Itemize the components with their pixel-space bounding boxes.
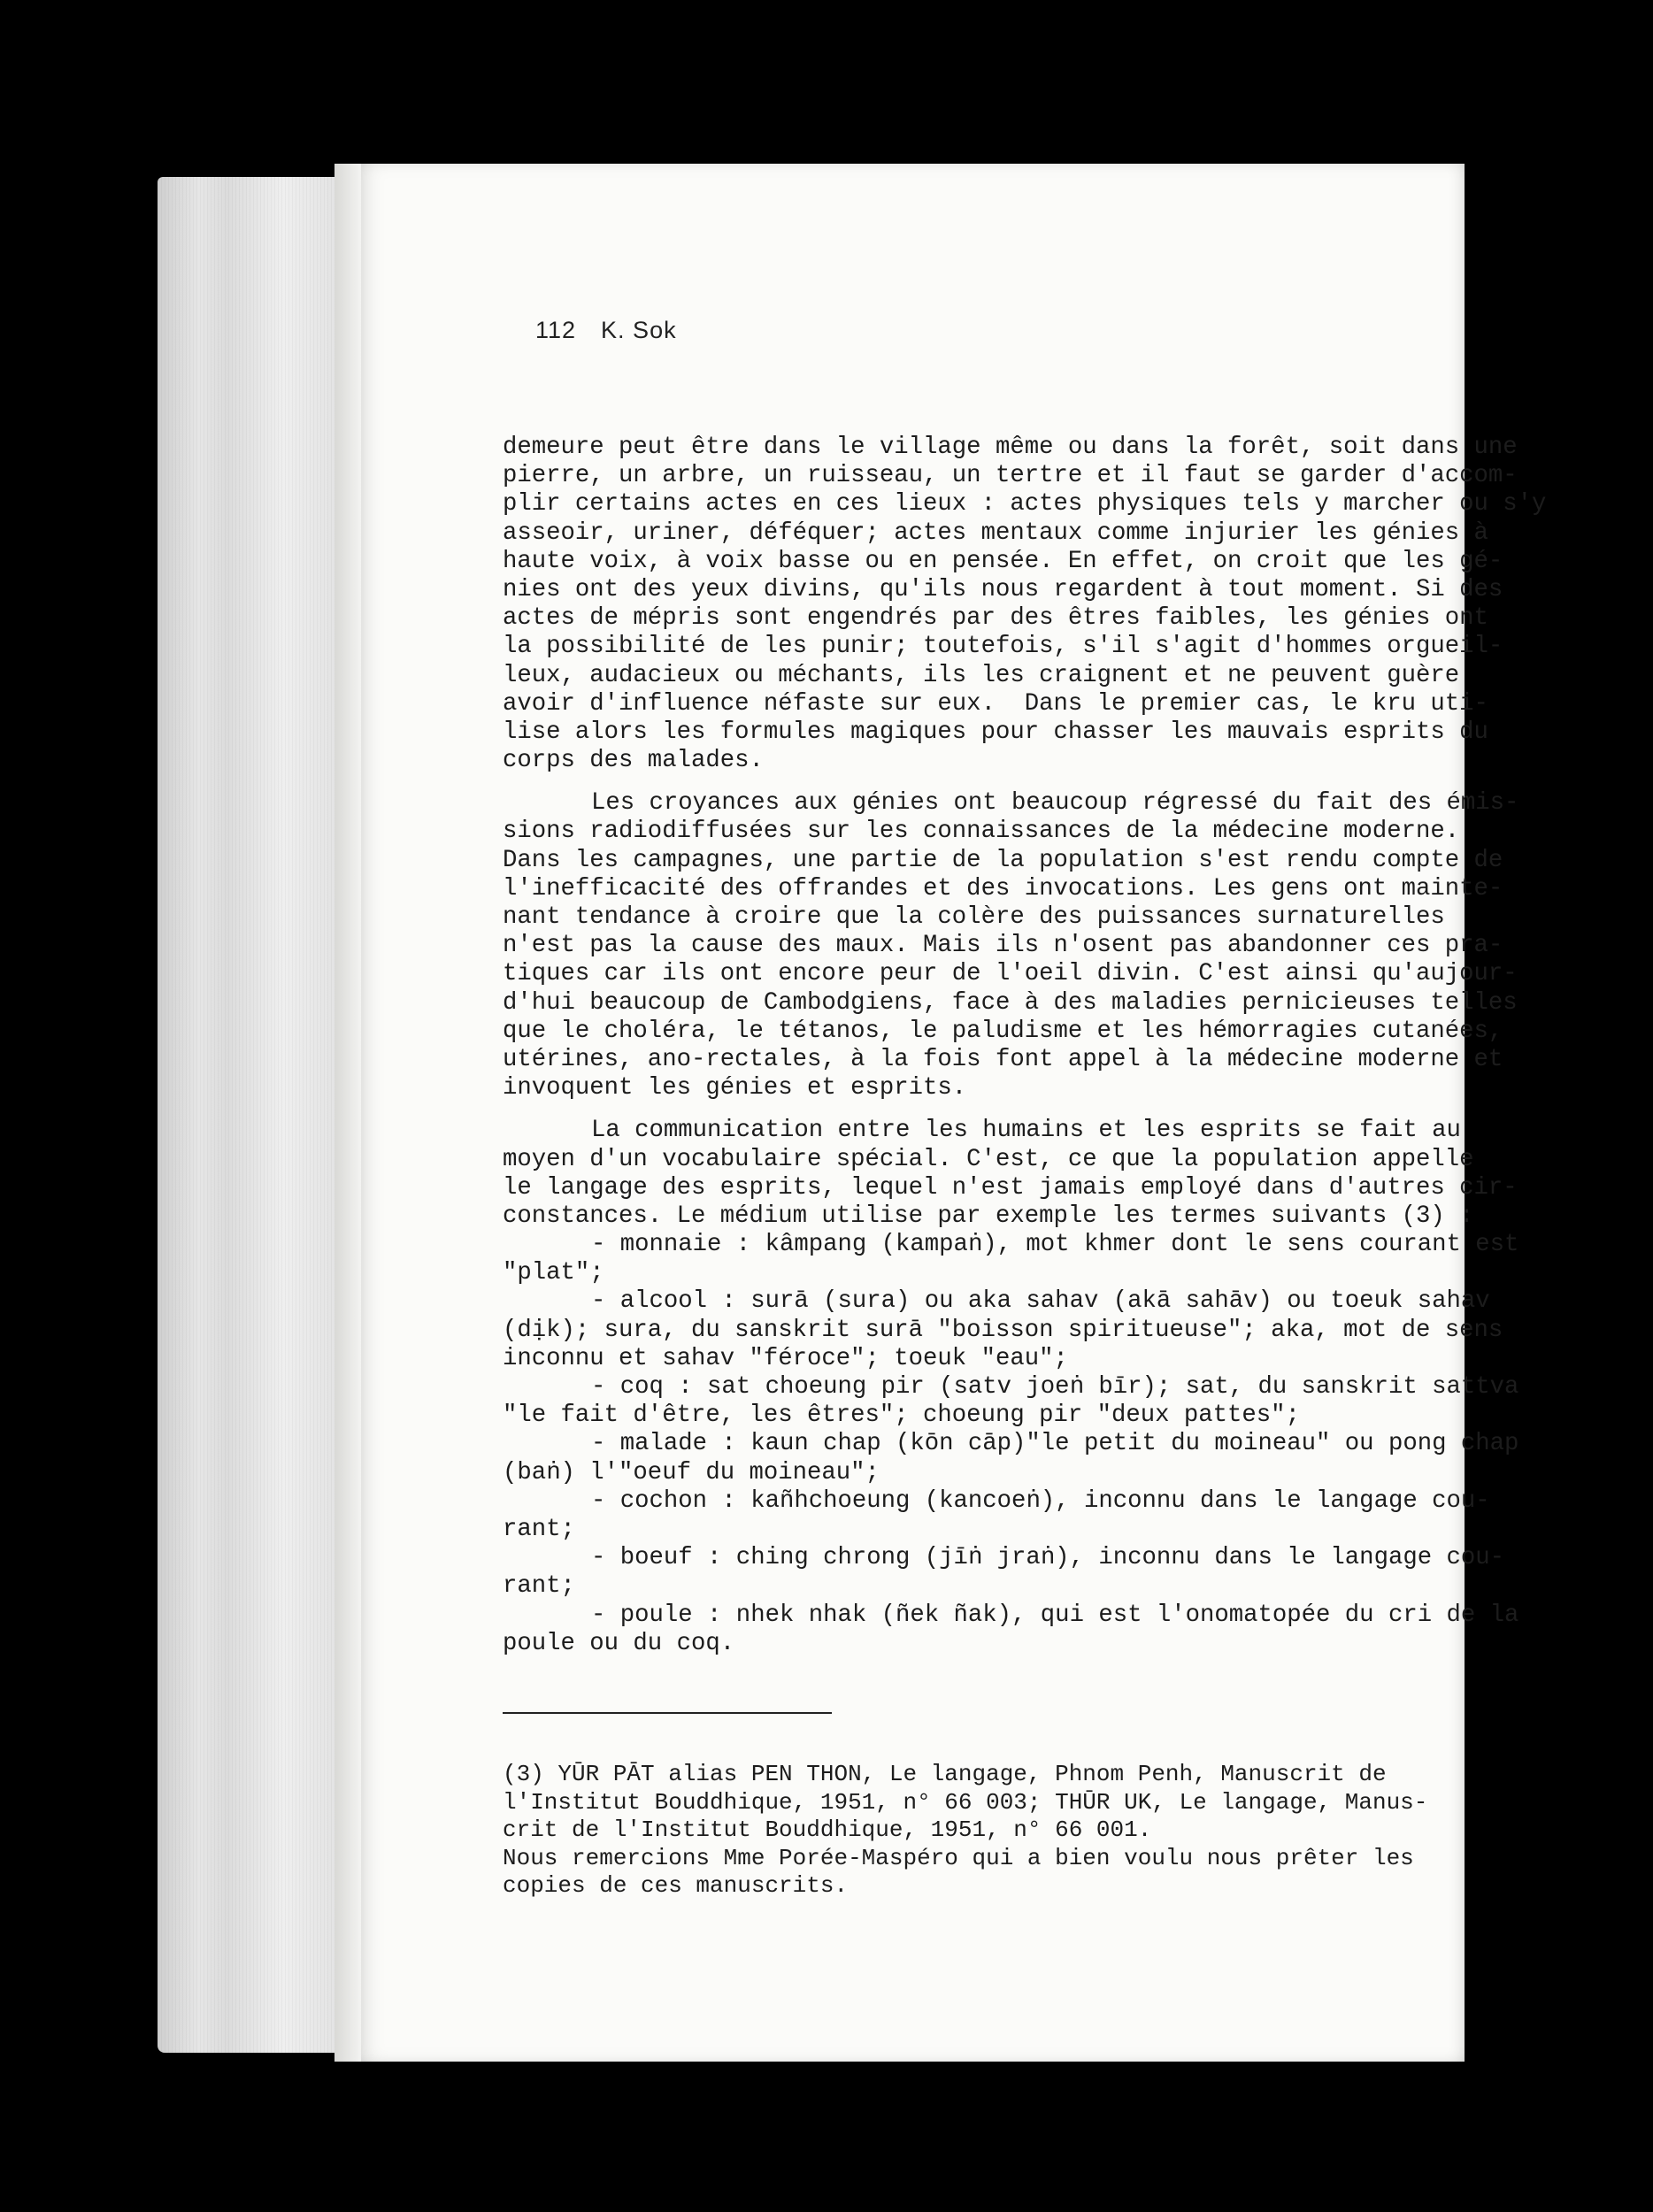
- text-line: - alcool : surā (sura) ou aka sahav (akā sahāv) ou toeuk sahav: [591, 1287, 1490, 1316]
- text-line: pierre, un arbre, un ruisseau, un tertre et il faut se garder d'accom-: [503, 462, 1518, 490]
- author-name: K. Sok: [601, 317, 677, 343]
- text-line: demeure peut être dans le village même ou dans la forêt, soit dans une: [503, 434, 1518, 461]
- text-line: sions radiodiffusées sur les connaissances de la médecine moderne.: [503, 818, 1460, 846]
- main-text: [503, 434, 1547, 1658]
- text-line: asseoir, uriner, déféquer; actes mentaux comme injurier les génies à: [503, 518, 1488, 547]
- text-line: nies ont des yeux divins, qu'ils nous regardent à tout moment. Si des: [503, 575, 1503, 603]
- text-line: rant;: [503, 1572, 575, 1601]
- text-line: La communication entre les humains et les esprits se fait au: [591, 1117, 1461, 1145]
- text-line: - cochon : kañhchoeung (kancoeṅ), inconnu dans le langage cou-: [591, 1486, 1490, 1515]
- text-line: - poule : nhek nhak (ñek ñak), qui est l'onomatopée du cri de la: [591, 1601, 1519, 1629]
- text-line: n'est pas la cause des maux. Mais ils n'osent pas abandonner ces pra-: [503, 932, 1503, 960]
- text-line: l'inefficacité des offrandes et des invocations. Les gens ont mainte-: [503, 874, 1503, 902]
- paragraph-gap: [503, 1102, 1467, 1117]
- text-line: rant;: [503, 1515, 575, 1543]
- footnote: [503, 1761, 1467, 1901]
- text-line: utérines, ano-rectales, à la fois font appel à la médecine moderne et: [503, 1045, 1503, 1073]
- text-line: leux, audacieux ou méchants, ils les craignent et ne peuvent guère: [503, 661, 1460, 689]
- text-line: d'hui beaucoup de Cambodgiens, face à des maladies pernicieuses telles: [503, 988, 1518, 1017]
- text-line: actes de mépris sont engendrés par des êtres faibles, les génies ont: [503, 604, 1488, 633]
- page-number: 112: [535, 317, 577, 343]
- text-line: Les croyances aux génies ont beaucoup régressé du fait des émis-: [591, 789, 1519, 818]
- footnote-line: l'Institut Bouddhique, 1951, n° 66 003; THŪR UK, Le langage, Manus-: [503, 1788, 1428, 1816]
- text-line: corps des malades.: [503, 747, 764, 775]
- text-line: - coq : sat choeung pir (satv joeṅ bīr); sat, du sanskrit sattva: [591, 1373, 1519, 1401]
- text-line: poule ou du coq.: [503, 1629, 735, 1657]
- footnote-line: crit de l'Institut Bouddhique, 1951, n° 66 001.: [503, 1816, 1152, 1843]
- text-line: (dịk); sura, du sanskrit surā "boisson spiritueuse"; aka, mot de sens: [503, 1316, 1503, 1344]
- text-line: avoir d'influence néfaste sur eux. Dans le premier cas, le kru uti-: [503, 689, 1488, 718]
- running-header: [535, 317, 677, 344]
- text-line: (baṅ) l'"oeuf du moineau";: [503, 1458, 880, 1486]
- footnote-line: copies de ces manuscrits.: [503, 1872, 849, 1899]
- text-line: nant tendance à croire que la colère des puissances surnaturelles: [503, 903, 1445, 931]
- text-line: "le fait d'être, les êtres"; choeung pir "deux pattes";: [503, 1402, 1300, 1430]
- text-line: Dans les campagnes, une partie de la population s'est rendu compte de: [503, 846, 1503, 874]
- footnote-line: (3) YŪR PĀT alias PEN THON, Le langage, Phnom Penh, Manuscrit de: [503, 1761, 1387, 1787]
- text-line: constances. Le médium utilise par exemple les termes suivants (3) :: [503, 1202, 1474, 1230]
- text-line: moyen d'un vocabulaire spécial. C'est, ce que la population appelle: [503, 1145, 1474, 1173]
- text-line: plir certains actes en ces lieux : actes physiques tels y marcher ou s'y: [503, 490, 1547, 518]
- text-line: "plat";: [503, 1259, 604, 1287]
- text-line: haute voix, à voix basse ou en pensée. En effet, on croit que les gé-: [503, 547, 1503, 575]
- paragraph-gap: [503, 775, 1467, 789]
- text-line: - monnaie : kâmpang (kampaṅ), mot khmer dont le sens courant est: [591, 1231, 1519, 1259]
- text-line: lise alors les formules magiques pour chasser les mauvais esprits du: [503, 718, 1488, 746]
- text-line: que le choléra, le tétanos, le paludisme et les hémorragies cutanées,: [503, 1017, 1503, 1045]
- footnote-separator: [503, 1712, 832, 1714]
- text-line: - boeuf : ching chrong (jīṅ jraṅ), inconnu dans le langage cou-: [591, 1544, 1504, 1572]
- text-line: inconnu et sahav "féroce"; toeuk "eau";: [503, 1344, 1068, 1372]
- footnote-line: Nous remercions Mme Porée-Maspéro qui a bien voulu nous prêter les: [503, 1844, 1414, 1871]
- text-line: invoquent les génies et esprits.: [503, 1074, 967, 1102]
- text-line: le langage des esprits, lequel n'est jamais employé dans d'autres cir-: [503, 1173, 1518, 1202]
- text-line: la possibilité de les punir; toutefois, s'il s'agit d'hommes orgueil-: [503, 633, 1503, 661]
- text-line: tiques car ils ont encore peur de l'oeil divin. C'est ainsi qu'aujour-: [503, 960, 1518, 988]
- text-line: - malade : kaun chap (kōn cāp)"le petit du moineau" ou pong chap: [591, 1430, 1519, 1458]
